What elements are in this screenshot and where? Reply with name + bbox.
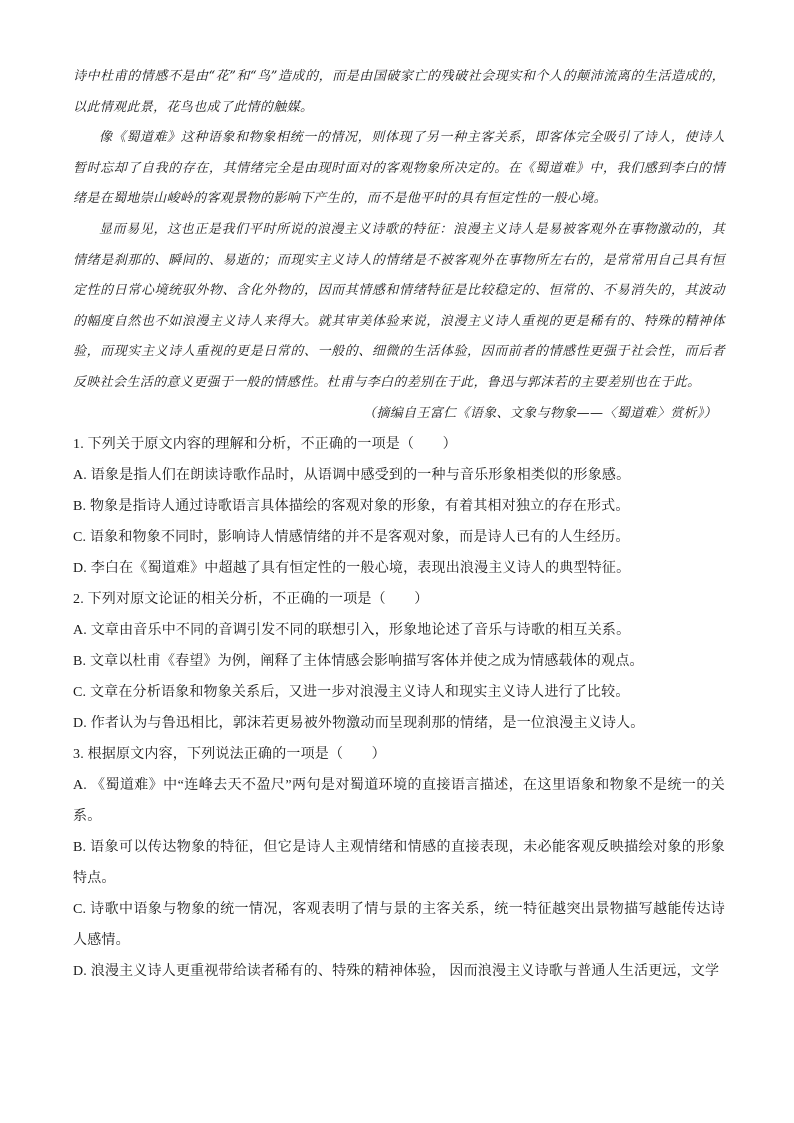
option-d: D. 作者认为与鲁迅相比，郭沫若更易被外物激动而呈现刹那的情绪，是一位浪漫主义诗人。 xyxy=(73,716,645,732)
option-d: D. 浪漫主义诗人更重视带给读者稀有的、特殊的精神体验， 因而浪漫主义诗歌与普通人生活更远，文学 xyxy=(73,964,720,980)
question-2 xyxy=(73,584,725,739)
option-c: C. 语象和物象不同时，影响诗人情感情绪的并不是客观对象，而是诗人已有的人生经历。 xyxy=(73,530,630,546)
passage xyxy=(73,62,725,429)
option-b: B. 文章以杜甫《春望》为例，阐释了主体情感会影响描写客体并使之成为情感载体的观点。 xyxy=(73,654,644,670)
option-b: B. 语象可以传达物象的特征，但它是诗人主观情绪和情感的直接表现，未必能客观反映描绘对象的形象特点。 xyxy=(73,840,725,887)
passage-paragraph-2: 像《蜀道难》这种语象和物象相统一的情况，则体现了另一种主客关系，即客体完全吸引了诗人，使诗人暂时忘却了自我的存在，其情绪完全是由现时面对的客观物象所决定的。在《蜀道难》中，我们感到李白的情绪是在蜀地崇山峻岭的客观景物的影响下产生的，而不是他平时的具有恒定性的一般心境。 xyxy=(73,130,725,207)
option-a: A. 文章由音乐中不同的音调引发不同的联想引入，形象地论述了音乐与诗歌的相互关系。 xyxy=(73,623,631,639)
question-stem: 2. 下列对原文论证的相关分析，不正确的一项是（ ） xyxy=(73,592,429,608)
option-a: A. 《蜀道难》中“连峰去天不盈尺”两句是对蜀道环境的直接语言描述，在这里语象和物象不是统一的关系。 xyxy=(73,778,725,825)
question-stem: 3. 根据原文内容，下列说法正确的一项是（ ） xyxy=(73,747,386,763)
option-b: B. 物象是指诗人通过诗歌语言具体描绘的客观对象的形象，有着其相对独立的存在形式。 xyxy=(73,499,630,515)
passage-source: （摘编自王富仁《语象、文象与物象——〈蜀道难〉赏析》） xyxy=(363,405,717,421)
passage-paragraph-1: 诗中杜甫的情感不是由“花”和“鸟”造成的，而是由国破家亡的残破社会现实和个人的颠沛流离的生活造成的，以此情观此景，花鸟也成了此情的触媒。 xyxy=(73,69,725,115)
option-d: D. 李白在《蜀道难》中超越了具有恒定性的一般心境，表现出浪漫主义诗人的典型特征。 xyxy=(73,561,631,577)
passage-paragraph-3: 显而易见，这也正是我们平时所说的浪漫主义诗歌的特征：浪漫主义诗人是易被客观外在事物激动的，其情绪是刹那的、瞬间的、易逝的；而现实主义诗人的情绪是不被客观外在事物所左右的，是常常用自己具有恒定性的日常心境统驭外物、含化外物的，因而其情感和情绪特征是比较稳定的、恒常的、不易消失的，其波动的幅度自然也不如浪漫主义诗人来得大。就其审美体验来说，浪漫主义诗人重视的更是稀有的、特殊的精神体验，而现实主义诗人重视的更是日常的、一般的、细微的生活体验，因而前者的情感性更强于社会性，而后者反映社会生活的意义更强于一般的情感性。杜甫与李白的差别在于此，鲁迅与郭沫若的主要差别也在于此。 xyxy=(73,221,725,390)
option-c: C. 诗歌中语象与物象的统一情况，客观表明了情与景的主客关系，统一特征越突出景物描写越能传达诗人感情。 xyxy=(73,902,725,949)
option-a: A. 语象是指人们在朗读诗歌作品时，从语调中感受到的一种与音乐形象相类似的形象感。 xyxy=(73,468,631,484)
option-c: C. 文章在分析语象和物象关系后，又进一步对浪漫主义诗人和现实主义诗人进行了比较。 xyxy=(73,685,630,701)
question-list xyxy=(73,429,725,987)
question-3 xyxy=(73,739,725,987)
question-1 xyxy=(73,429,725,584)
question-stem: 1. 下列关于原文内容的理解和分析，不正确的一项是（ ） xyxy=(73,437,457,453)
document-page xyxy=(73,62,725,987)
